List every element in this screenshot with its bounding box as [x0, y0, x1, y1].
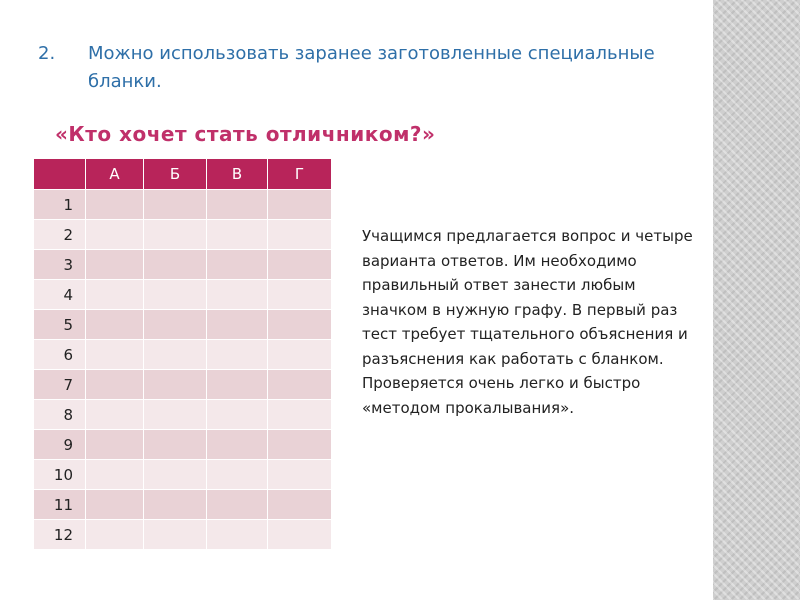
- answer-cell[interactable]: [268, 340, 332, 370]
- answer-cell[interactable]: [86, 310, 144, 340]
- answer-cell[interactable]: [268, 250, 332, 280]
- table-row: [34, 400, 332, 430]
- answer-cell[interactable]: [207, 490, 268, 520]
- row-number: 6: [34, 340, 86, 370]
- answer-cell[interactable]: [207, 340, 268, 370]
- answer-cell[interactable]: [207, 280, 268, 310]
- answer-cell[interactable]: [207, 310, 268, 340]
- answer-cell[interactable]: [86, 190, 144, 220]
- answer-cell[interactable]: [207, 400, 268, 430]
- answer-cell[interactable]: [268, 430, 332, 460]
- row-number: 10: [34, 460, 86, 490]
- row-number: 12: [34, 520, 86, 550]
- answer-cell[interactable]: [144, 250, 207, 280]
- answer-cell[interactable]: [86, 340, 144, 370]
- answer-cell[interactable]: [144, 430, 207, 460]
- answer-cell[interactable]: [144, 190, 207, 220]
- answer-cell[interactable]: [144, 490, 207, 520]
- answer-cell[interactable]: [268, 190, 332, 220]
- row-number: 5: [34, 310, 86, 340]
- table-header-row: [34, 159, 332, 190]
- answer-cell[interactable]: [144, 280, 207, 310]
- table-body: [34, 190, 332, 550]
- table-row: [34, 280, 332, 310]
- answer-cell[interactable]: [144, 220, 207, 250]
- answer-cell[interactable]: [144, 370, 207, 400]
- row-number: 9: [34, 430, 86, 460]
- answer-cell[interactable]: [268, 310, 332, 340]
- answer-cell[interactable]: [268, 520, 332, 550]
- answer-cell[interactable]: [86, 520, 144, 550]
- row-number: 2: [34, 220, 86, 250]
- answer-cell[interactable]: [144, 460, 207, 490]
- table-row: [34, 460, 332, 490]
- row-number: 11: [34, 490, 86, 520]
- answer-cell[interactable]: [207, 220, 268, 250]
- answer-cell[interactable]: [86, 460, 144, 490]
- table-row: [34, 370, 332, 400]
- answer-cell[interactable]: [86, 370, 144, 400]
- list-point-number: 2.: [38, 43, 56, 64]
- answer-cell[interactable]: [86, 400, 144, 430]
- table-row: [34, 310, 332, 340]
- table-row: [34, 430, 332, 460]
- answer-cell[interactable]: [144, 520, 207, 550]
- row-number: 1: [34, 190, 86, 220]
- row-number: 8: [34, 400, 86, 430]
- quiz-title: «Кто хочет стать отличником?»: [55, 122, 436, 146]
- answer-cell[interactable]: [268, 460, 332, 490]
- table-row: [34, 250, 332, 280]
- answer-cell[interactable]: [86, 430, 144, 460]
- answer-cell[interactable]: [207, 460, 268, 490]
- decorative-side-panel: [713, 0, 800, 600]
- column-header: Б: [144, 159, 207, 190]
- column-header-blank: [34, 159, 86, 190]
- table-row: [34, 490, 332, 520]
- answer-cell[interactable]: [86, 250, 144, 280]
- table-row: [34, 220, 332, 250]
- answer-cell[interactable]: [207, 370, 268, 400]
- answer-form-table: [33, 158, 332, 550]
- column-header: Г: [268, 159, 332, 190]
- column-header: А: [86, 159, 144, 190]
- table-row: [34, 520, 332, 550]
- row-number: 4: [34, 280, 86, 310]
- table-row: [34, 340, 332, 370]
- description-text: Учащимся предлагается вопрос и четыре варианта ответов. Им необходимо правильный ответ занести любым значком в нужную графу. В первый раз тест требует тщательного объяснения и разъяснения как работать с бланком. Проверяется очень легко и быстро «методом прокалывания».: [362, 227, 693, 417]
- answer-cell[interactable]: [86, 220, 144, 250]
- answer-cell[interactable]: [207, 520, 268, 550]
- answer-cell[interactable]: [86, 490, 144, 520]
- answer-cell[interactable]: [268, 490, 332, 520]
- answer-cell[interactable]: [144, 310, 207, 340]
- answer-cell[interactable]: [207, 430, 268, 460]
- answer-cell[interactable]: [268, 280, 332, 310]
- column-header: В: [207, 159, 268, 190]
- answer-cell[interactable]: [207, 190, 268, 220]
- row-number: 7: [34, 370, 86, 400]
- answer-cell[interactable]: [207, 250, 268, 280]
- list-point-text: Можно использовать заранее заготовленные специальные бланки.: [88, 43, 655, 92]
- list-point: [38, 40, 708, 96]
- row-number: 3: [34, 250, 86, 280]
- answer-cell[interactable]: [268, 370, 332, 400]
- table-row: [34, 190, 332, 220]
- answer-cell[interactable]: [144, 400, 207, 430]
- answer-cell[interactable]: [268, 400, 332, 430]
- answer-cell[interactable]: [268, 220, 332, 250]
- answer-cell[interactable]: [144, 340, 207, 370]
- answer-cell[interactable]: [86, 280, 144, 310]
